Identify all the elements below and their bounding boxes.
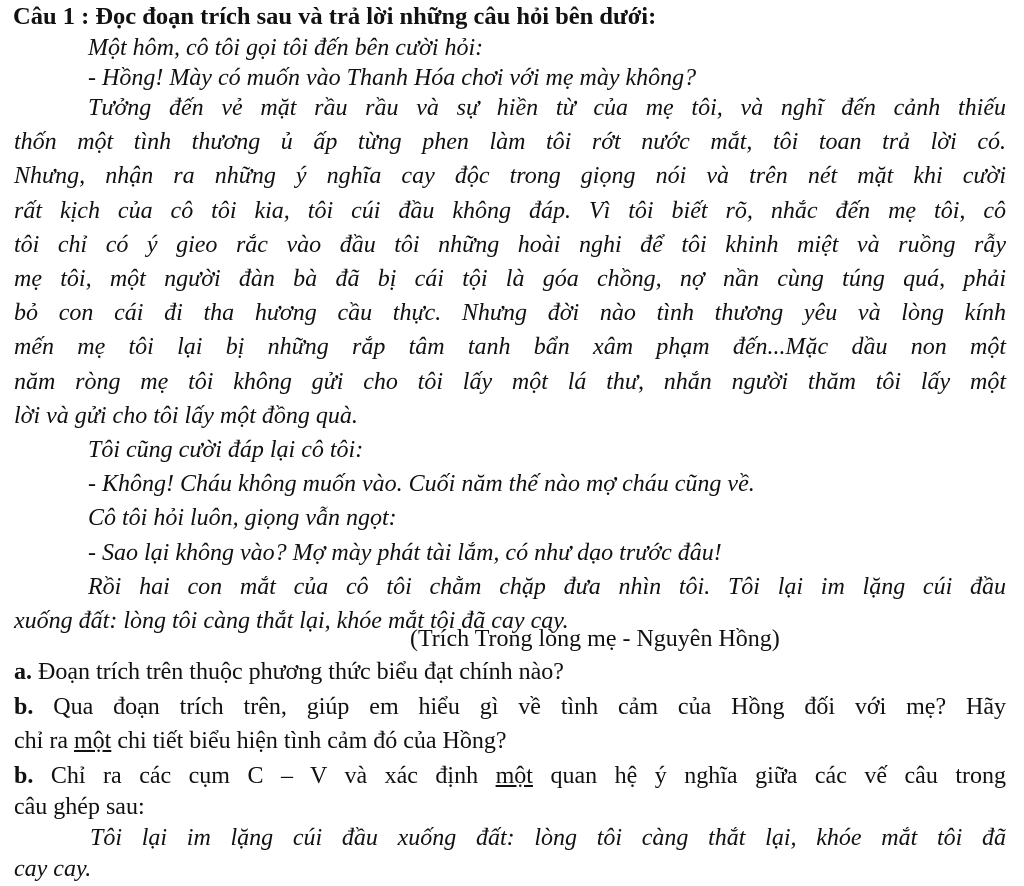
passage-line: Tưởng đến vẻ mặt rầu rầu và sự hiền từ của mẹ tôi, và nghĩ đến cảnh thiếu bbox=[88, 95, 1006, 121]
question-b1-text: Qua đoạn trích trên, giúp em hiểu gì về tình cảm của Hồng đối với mẹ? Hãy bbox=[33, 694, 1006, 720]
passage-line: mến mẹ tôi lại bị những rắp tâm tanh bẩn xâm phạm đến...Mặc dầu non một bbox=[14, 334, 1006, 361]
example-sentence-line2: cay cay. bbox=[14, 856, 92, 882]
question-b1-line1 bbox=[14, 692, 1006, 722]
passage-line: năm ròng mẹ tôi không gửi cho tôi lấy một lá thư, nhắn người thăm tôi lấy một bbox=[14, 368, 1006, 395]
question-b2-text-post: quan hệ ý nghĩa giữa các vế câu trong bbox=[532, 763, 1006, 789]
passage-line: mẹ tôi, một người đàn bà đã bị cái tội là góa chồng, nợ nần cùng túng quá, phải bbox=[14, 266, 1006, 292]
question-b1-line2 bbox=[14, 726, 507, 756]
passage-line: - Không! Cháu không muốn vào. Cuối năm thế nào mợ cháu cũng về. bbox=[88, 471, 755, 498]
passage-line: Nhưng, nhận ra những ý nghĩa cay độc trong giọng nói và trên nét mặt khi cười bbox=[14, 163, 1006, 190]
question-b1-text-post: chi tiết biểu hiện tình cảm đó của Hồng? bbox=[111, 728, 507, 754]
passage-line: thốn một tình thương ủ ấp từng phen làm tôi rớt nước mắt, tôi toan trả lời có. bbox=[14, 129, 1006, 156]
passage-source: (Trích Trong lòng mẹ - Nguyên Hồng) bbox=[410, 626, 780, 652]
question-a-label: a. bbox=[14, 659, 32, 685]
question-title: Câu 1 : Đọc đoạn trích sau và trả lời những câu hỏi bên dưới: bbox=[13, 3, 657, 30]
question-b2-line1 bbox=[14, 761, 1006, 791]
passage-line: bỏ con cái đi tha hương cầu thực. Nhưng đời nào tình thương yêu và lòng kính bbox=[14, 300, 1006, 327]
question-a-text: Đoạn trích trên thuộc phương thức biểu đạt chính nào? bbox=[32, 659, 564, 685]
passage-line: tôi chỉ có ý gieo rắc vào đầu tôi những hoài nghi để tôi khinh miệt và ruồng rẫy bbox=[14, 231, 1006, 258]
passage-line: lời và gửi cho tôi lấy một đồng quà. bbox=[14, 402, 358, 429]
passage-line: rất kịch của cô tôi kia, tôi cúi đầu không đáp. Vì tôi biết rõ, nhắc đến mẹ tôi, cô bbox=[14, 197, 1006, 224]
question-b2-line2: câu ghép sau: bbox=[14, 794, 145, 820]
question-b2-underlined: một bbox=[495, 763, 533, 789]
question-a bbox=[14, 657, 564, 687]
passage-line: - Sao lại không vào? Mợ mày phát tài lắm, có như dạo trước đâu! bbox=[88, 539, 722, 566]
question-b1-text-pre: chỉ ra bbox=[14, 728, 74, 754]
question-b1-underlined: một bbox=[73, 728, 112, 754]
passage-line: xuống đất: lòng tôi càng thắt lại, khóe mắt tôi đã cay cay. bbox=[14, 608, 569, 634]
passage-line: - Hồng! Mày có muốn vào Thanh Hóa chơi với mẹ mày không? bbox=[88, 65, 697, 91]
passage-line: Rồi hai con mắt của cô tôi chằm chặp đưa nhìn tôi. Tôi lại im lặng cúi đầu bbox=[88, 573, 1006, 600]
passage-line: Tôi cũng cười đáp lại cô tôi: bbox=[88, 437, 364, 463]
question-b1-label: b. bbox=[14, 694, 34, 720]
passage-line: Cô tôi hỏi luôn, giọng vẫn ngọt: bbox=[88, 505, 397, 532]
question-b2-text-pre: Chỉ ra các cụm C – V và xác định bbox=[33, 763, 496, 789]
passage-line: Một hôm, cô tôi gọi tôi đến bên cười hỏi: bbox=[88, 35, 484, 61]
question-b2-label: b. bbox=[14, 763, 34, 789]
example-sentence-line1: Tôi lại im lặng cúi đầu xuống đất: lòng tôi càng thắt lại, khóe mắt tôi đã bbox=[90, 825, 1006, 851]
